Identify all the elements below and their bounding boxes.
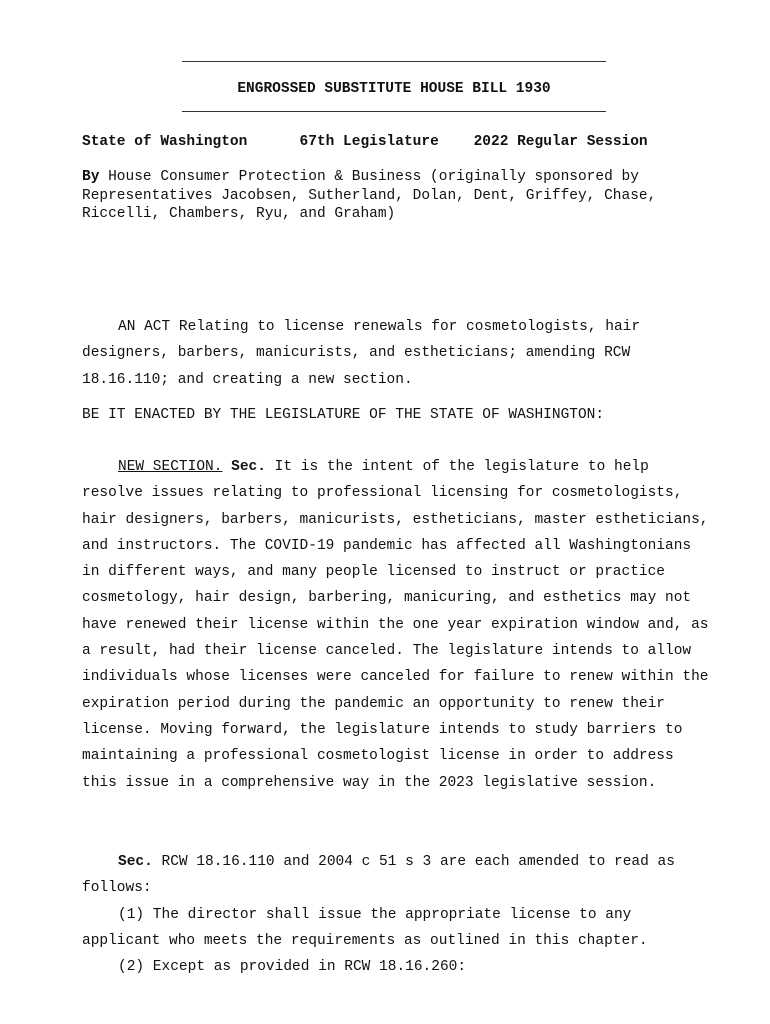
- state-name: State of Washington: [82, 134, 248, 150]
- title-rule-top: [182, 61, 606, 62]
- act-title-text: AN ACT Relating to license renewals for cosmetologists, hair designers, barbers, manicurists, and estheticians; amending RCW 18.16.110; and creating a new section.: [82, 319, 641, 388]
- section-1: [82, 454, 712, 796]
- session-line: [82, 134, 648, 150]
- section-2-intro: [82, 849, 712, 902]
- session-name: 2022 Regular Session: [473, 134, 648, 150]
- new-section-label: NEW SECTION.: [118, 459, 223, 475]
- section-2-text: RCW 18.16.110 and 2004 c 51 s 3 are each amended to read as follows:: [82, 854, 675, 897]
- sponsors-block: [82, 168, 702, 224]
- section-2: [82, 849, 712, 980]
- section-1-text: It is the intent of the legislature to help resolve issues relating to professional licensing for cosmetologists, hair designers, barbers, manicurists, estheticians, master estheticians, and instructors. The COVID-19 pandemic has affected all Washingtonians in different ways, and many people licensed to instruct or practice cosmetology, hair design, barbering, manicuring, and esthetics may not have renewed their license within the one year expiration window and, as a result, had their license canceled. The legislature intends to allow individuals whose licenses were canceled for failure to renew within the expiration period during the pandemic an opportunity to renew their license. Moving forward, the legislature intends to study barriers to maintaining a professional cosmetologist license in order to address this issue in a comprehensive way in the 2023 legislative session.: [82, 459, 709, 791]
- section-1-sec-label: Sec.: [231, 459, 266, 475]
- section-2-sec-label: Sec.: [118, 854, 153, 870]
- sponsors-by-label: By: [82, 169, 100, 185]
- bill-title: ENGROSSED SUBSTITUTE HOUSE BILL 1930: [237, 81, 551, 97]
- section-1-paragraph: [82, 454, 712, 796]
- act-title: [82, 314, 712, 393]
- subsection-2: (2) Except as provided in RCW 18.16.260:: [118, 959, 467, 976]
- enacting-clause-text: BE IT ENACTED BY THE LEGISLATURE OF THE STATE OF WASHINGTON:: [82, 407, 605, 423]
- enacting-clause: [82, 402, 712, 428]
- subsection-1: (1) The director shall issue the appropriate license to any applicant who meets the requirements as outlined in this chapter.: [82, 906, 648, 949]
- title-rule-bottom: [182, 111, 606, 112]
- sponsors-text: House Consumer Protection & Business (originally sponsored by Representatives Jacobsen, Sutherland, Dolan, Dent, Griffey, Chase, Riccelli, Chambers, Ryu, and Graham): [82, 169, 657, 222]
- legislature-number: 67th Legislature: [299, 134, 439, 150]
